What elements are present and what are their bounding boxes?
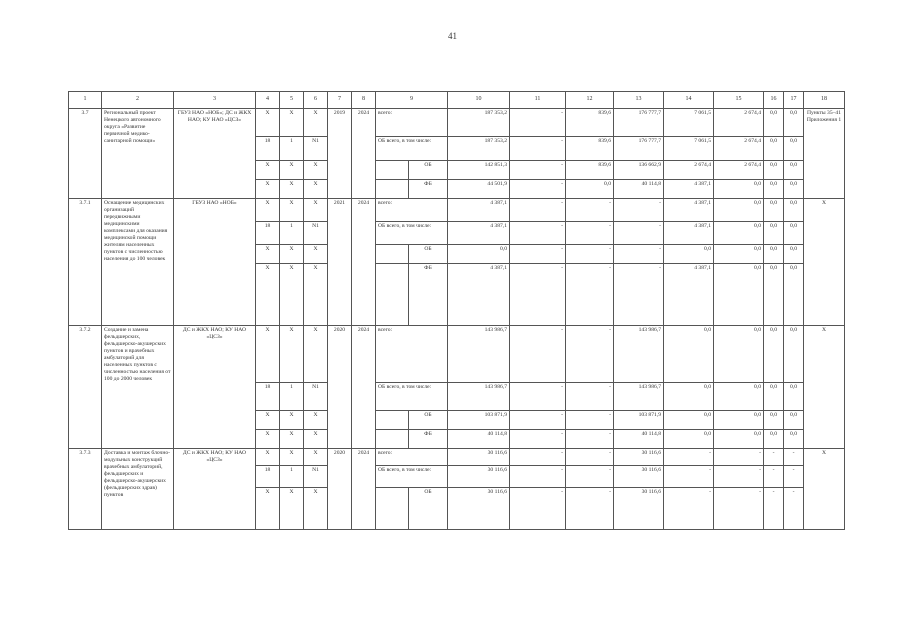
amount-cell: 0,0 <box>714 264 764 326</box>
amount-cell: 103 871,9 <box>614 411 664 430</box>
amount-cell: 0,0 <box>784 199 804 222</box>
amount-cell: - <box>566 430 614 449</box>
amount-cell: - <box>566 222 614 245</box>
amount-cell: 0,0 <box>764 161 784 180</box>
code-cell: Х <box>304 326 328 383</box>
amount-cell: 4 387,1 <box>664 264 714 326</box>
code-cell: Х <box>256 245 280 264</box>
table-row <box>69 199 845 222</box>
amount-cell: 143 986,7 <box>448 383 510 411</box>
code-cell: Х <box>256 180 280 199</box>
code-cell: Х <box>280 245 304 264</box>
amount-cell: - <box>614 199 664 222</box>
amount-cell: 0,0 <box>784 109 804 137</box>
amount-cell: 0,0 <box>784 137 804 161</box>
amount-cell: 0,0 <box>764 109 784 137</box>
start-year: 2019 <box>328 109 352 199</box>
funding-subtype: ОБ <box>409 488 448 530</box>
amount-cell: 0,0 <box>784 430 804 449</box>
code-cell: Х <box>304 245 328 264</box>
code-cell: Х <box>256 488 280 530</box>
amount-cell: - <box>784 449 804 466</box>
amount-cell: - <box>566 326 614 383</box>
funding-subtype: ФБ <box>409 180 448 199</box>
table-row <box>69 109 845 137</box>
amount-cell: - <box>510 430 566 449</box>
column-number-cell: 15 <box>714 92 764 109</box>
funding-type: ОБ всего, в том числе: <box>376 222 448 245</box>
page-number: 41 <box>448 31 457 41</box>
amount-cell: - <box>664 466 714 488</box>
column-number-cell: 3 <box>174 92 256 109</box>
amount-cell: 0,0 <box>764 199 784 222</box>
code-cell: Х <box>304 161 328 180</box>
amount-cell: 2 674,4 <box>664 161 714 180</box>
amount-cell: - <box>510 222 566 245</box>
code-cell: Х <box>280 199 304 222</box>
budget-table <box>68 91 845 530</box>
amount-cell: - <box>566 199 614 222</box>
amount-cell: 0,0 <box>784 264 804 326</box>
amount-cell: - <box>784 466 804 488</box>
amount-cell: 0,0 <box>784 180 804 199</box>
amount-cell: - <box>784 488 804 530</box>
code-cell: Х <box>280 411 304 430</box>
amount-cell: 44 501,9 <box>448 180 510 199</box>
amount-cell: 30 116,6 <box>614 449 664 466</box>
funding-type-blank <box>376 161 409 180</box>
amount-cell: 0,0 <box>714 383 764 411</box>
amount-cell: - <box>510 109 566 137</box>
code-cell: Х <box>280 326 304 383</box>
item-number: 3.7.3 <box>69 449 102 530</box>
code-cell: N1 <box>304 222 328 245</box>
code-cell: N1 <box>304 466 328 488</box>
funding-type-blank <box>376 264 409 326</box>
code-cell: Х <box>256 264 280 326</box>
amount-cell: 0,0 <box>784 245 804 264</box>
code-cell: Х <box>280 161 304 180</box>
amount-cell: 0,0 <box>714 430 764 449</box>
amount-cell: - <box>764 488 784 530</box>
column-number-cell: 17 <box>784 92 804 109</box>
funding-type: всего: <box>376 109 448 137</box>
amount-cell: - <box>510 488 566 530</box>
amount-cell: - <box>510 264 566 326</box>
amount-cell: 4 387,1 <box>448 264 510 326</box>
code-cell: Х <box>256 109 280 137</box>
amount-cell: 103 871,9 <box>448 411 510 430</box>
amount-cell: 0,0 <box>664 245 714 264</box>
amount-cell: 4 387,1 <box>664 222 714 245</box>
amount-cell: - <box>510 199 566 222</box>
amount-cell: - <box>566 449 614 466</box>
amount-cell: 143 986,7 <box>614 326 664 383</box>
amount-cell: - <box>510 137 566 161</box>
code-cell: Х <box>280 449 304 466</box>
amount-cell: 0,0 <box>764 411 784 430</box>
amount-cell: 4 387,1 <box>448 199 510 222</box>
amount-cell: 0,0 <box>784 161 804 180</box>
amount-cell: 176 777,7 <box>614 109 664 137</box>
amount-cell: 0,0 <box>714 199 764 222</box>
amount-cell: 0,0 <box>566 180 614 199</box>
item-name: Региональный проект Ненецкого автономного округа «Развитие первичной медико-санитарной помощи» <box>102 109 174 199</box>
code-cell: Х <box>280 264 304 326</box>
funding-type: ОБ всего, в том числе: <box>376 466 448 488</box>
amount-cell: 0,0 <box>764 326 784 383</box>
item-note: Х <box>804 449 845 530</box>
end-year: 2024 <box>352 109 376 199</box>
end-year: 2024 <box>352 326 376 449</box>
code-cell: 18 <box>256 466 280 488</box>
amount-cell: 40 114,8 <box>614 180 664 199</box>
start-year: 2020 <box>328 326 352 449</box>
column-number-cell: 12 <box>566 92 614 109</box>
funding-type: всего: <box>376 326 448 383</box>
funding-type: всего: <box>376 199 448 222</box>
amount-cell: 0,0 <box>764 137 784 161</box>
amount-cell: - <box>510 449 566 466</box>
column-number-cell: 6 <box>304 92 328 109</box>
amount-cell: - <box>664 488 714 530</box>
amount-cell: - <box>510 180 566 199</box>
funding-subtype: ОБ <box>409 245 448 264</box>
amount-cell: 0,0 <box>784 222 804 245</box>
amount-cell: - <box>614 264 664 326</box>
code-cell: Х <box>304 180 328 199</box>
funding-subtype: ОБ <box>409 411 448 430</box>
column-number-cell: 16 <box>764 92 784 109</box>
funding-type-blank <box>376 488 409 530</box>
code-cell: Х <box>256 161 280 180</box>
amount-cell: - <box>510 411 566 430</box>
amount-cell: - <box>714 449 764 466</box>
end-year: 2024 <box>352 199 376 326</box>
item-executor: ДС и ЖКХ НАО; КУ НАО «ЦСЗ» <box>174 449 256 530</box>
amount-cell: 0,0 <box>764 430 784 449</box>
amount-cell: 0,0 <box>714 326 764 383</box>
amount-cell: 176 777,7 <box>614 137 664 161</box>
amount-cell: 40 114,8 <box>614 430 664 449</box>
amount-cell: 7 061,5 <box>664 137 714 161</box>
code-cell: Х <box>256 326 280 383</box>
code-cell: Х <box>280 488 304 530</box>
amount-cell: 0,0 <box>714 180 764 199</box>
amount-cell: - <box>510 383 566 411</box>
amount-cell: 7 061,5 <box>664 109 714 137</box>
funding-type: всего: <box>376 449 448 466</box>
code-cell: 18 <box>256 222 280 245</box>
code-cell: 1 <box>280 137 304 161</box>
start-year: 2020 <box>328 449 352 530</box>
code-cell: Х <box>256 199 280 222</box>
amount-cell: 839,6 <box>566 161 614 180</box>
column-number-cell: 4 <box>256 92 280 109</box>
amount-cell: 30 116,6 <box>614 466 664 488</box>
item-note: Х <box>804 326 845 449</box>
amount-cell: 187 353,2 <box>448 137 510 161</box>
column-number-cell: 2 <box>102 92 174 109</box>
code-cell: Х <box>304 411 328 430</box>
amount-cell: 0,0 <box>764 222 784 245</box>
code-cell: Х <box>304 109 328 137</box>
code-cell: 1 <box>280 222 304 245</box>
amount-cell: 0,0 <box>664 326 714 383</box>
code-cell: N1 <box>304 383 328 411</box>
amount-cell: 4 387,1 <box>448 222 510 245</box>
amount-cell: 0,0 <box>764 264 784 326</box>
code-cell: Х <box>304 449 328 466</box>
column-number-cell: 1 <box>69 92 102 109</box>
code-cell: Х <box>256 411 280 430</box>
table-row <box>69 449 845 466</box>
amount-cell: - <box>510 466 566 488</box>
code-cell: N1 <box>304 137 328 161</box>
code-cell: 1 <box>280 466 304 488</box>
amount-cell: - <box>714 466 764 488</box>
amount-cell: 2 674,4 <box>714 161 764 180</box>
amount-cell: 0,0 <box>784 411 804 430</box>
header-row <box>69 92 845 109</box>
amount-cell: 30 116,6 <box>448 488 510 530</box>
amount-cell: 0,0 <box>784 326 804 383</box>
amount-cell: 0,0 <box>714 245 764 264</box>
code-cell: Х <box>304 430 328 449</box>
amount-cell: 0,0 <box>764 383 784 411</box>
amount-cell: 839,6 <box>566 109 614 137</box>
amount-cell: - <box>510 326 566 383</box>
funding-type-blank <box>376 430 409 449</box>
amount-cell: 0,0 <box>448 245 510 264</box>
column-number-cell: 13 <box>614 92 664 109</box>
funding-subtype: ОБ <box>409 161 448 180</box>
item-executor: ДС и ЖКХ НАО; КУ НАО «ЦСЗ» <box>174 326 256 449</box>
start-year: 2021 <box>328 199 352 326</box>
amount-cell: 30 116,6 <box>614 488 664 530</box>
column-number-cell: 14 <box>664 92 714 109</box>
code-cell: Х <box>280 430 304 449</box>
column-number-cell: 9 <box>376 92 448 109</box>
table-row <box>69 326 845 383</box>
amount-cell: - <box>614 222 664 245</box>
code-cell: 1 <box>280 383 304 411</box>
item-executor: ГБУЗ НАО «НОБ»; ДС и ЖКХ НАО; КУ НАО «ЦСЗ» <box>174 109 256 199</box>
amount-cell: 30 116,6 <box>448 466 510 488</box>
code-cell: 18 <box>256 383 280 411</box>
item-name: Оснащение медицинских организаций передвижными медицинскими комплексами для оказания медицинской помощи жителям населенных пунктов с численностью населения до 100 человек <box>102 199 174 326</box>
item-number: 3.7.1 <box>69 199 102 326</box>
code-cell: Х <box>280 180 304 199</box>
amount-cell: - <box>566 411 614 430</box>
amount-cell: 0,0 <box>714 411 764 430</box>
code-cell: Х <box>304 264 328 326</box>
column-number-cell: 5 <box>280 92 304 109</box>
funding-subtype: ФБ <box>409 430 448 449</box>
amount-cell: 2 674,4 <box>714 137 764 161</box>
amount-cell: 143 986,7 <box>614 383 664 411</box>
column-number-cell: 11 <box>510 92 566 109</box>
amount-cell: - <box>764 466 784 488</box>
column-number-cell: 7 <box>328 92 352 109</box>
amount-cell: - <box>510 161 566 180</box>
item-note: Пункты 35–41 Приложения 1 <box>804 109 845 199</box>
amount-cell: 4 387,1 <box>664 199 714 222</box>
column-number-cell: 18 <box>804 92 845 109</box>
amount-cell: 136 662,9 <box>614 161 664 180</box>
amount-cell: - <box>714 488 764 530</box>
table-body <box>69 92 845 530</box>
funding-type-blank <box>376 411 409 430</box>
code-cell: 18 <box>256 137 280 161</box>
amount-cell: 40 114,8 <box>448 430 510 449</box>
column-number-cell: 8 <box>352 92 376 109</box>
amount-cell: - <box>764 449 784 466</box>
funding-type-blank <box>376 245 409 264</box>
amount-cell: 0,0 <box>764 245 784 264</box>
amount-cell: 839,6 <box>566 137 614 161</box>
amount-cell: 0,0 <box>764 180 784 199</box>
column-number-cell: 10 <box>448 92 510 109</box>
item-number: 3.7.2 <box>69 326 102 449</box>
end-year: 2024 <box>352 449 376 530</box>
amount-cell: - <box>566 466 614 488</box>
item-name: Создание и замена фельдшерских, фельдшерско-акушерских пунктов и врачебных амбулаторий для населенных пунктов с численностью населения от 100 до 2000 человек <box>102 326 174 449</box>
amount-cell: 187 353,2 <box>448 109 510 137</box>
amount-cell: 0,0 <box>714 222 764 245</box>
item-executor: ГБУЗ НАО «НОБ» <box>174 199 256 326</box>
code-cell: Х <box>304 488 328 530</box>
amount-cell: 142 851,3 <box>448 161 510 180</box>
amount-cell: - <box>664 449 714 466</box>
code-cell: Х <box>256 449 280 466</box>
amount-cell: 30 116,6 <box>448 449 510 466</box>
amount-cell: - <box>566 245 614 264</box>
funding-type-blank <box>376 180 409 199</box>
code-cell: Х <box>304 199 328 222</box>
amount-cell: - <box>566 264 614 326</box>
funding-subtype: ФБ <box>409 264 448 326</box>
amount-cell: 4 387,1 <box>664 180 714 199</box>
amount-cell: 0,0 <box>664 430 714 449</box>
amount-cell: 143 986,7 <box>448 326 510 383</box>
item-name: Доставка и монтаж блочно-модульных конструкций врачебных амбулаторий, фельдшерских и фельдшерско-акушерских (фельдшерских здрав) пунктов <box>102 449 174 530</box>
amount-cell: - <box>510 245 566 264</box>
amount-cell: - <box>566 383 614 411</box>
item-note: Х <box>804 199 845 326</box>
code-cell: Х <box>280 109 304 137</box>
amount-cell: - <box>614 245 664 264</box>
amount-cell: - <box>566 488 614 530</box>
amount-cell: 0,0 <box>784 383 804 411</box>
funding-type: ОБ всего, в том числе: <box>376 383 448 411</box>
item-number: 3.7 <box>69 109 102 199</box>
amount-cell: 0,0 <box>664 383 714 411</box>
code-cell: Х <box>256 430 280 449</box>
amount-cell: 2 674,4 <box>714 109 764 137</box>
funding-type: ОБ всего, в том числе: <box>376 137 448 161</box>
amount-cell: 0,0 <box>664 411 714 430</box>
